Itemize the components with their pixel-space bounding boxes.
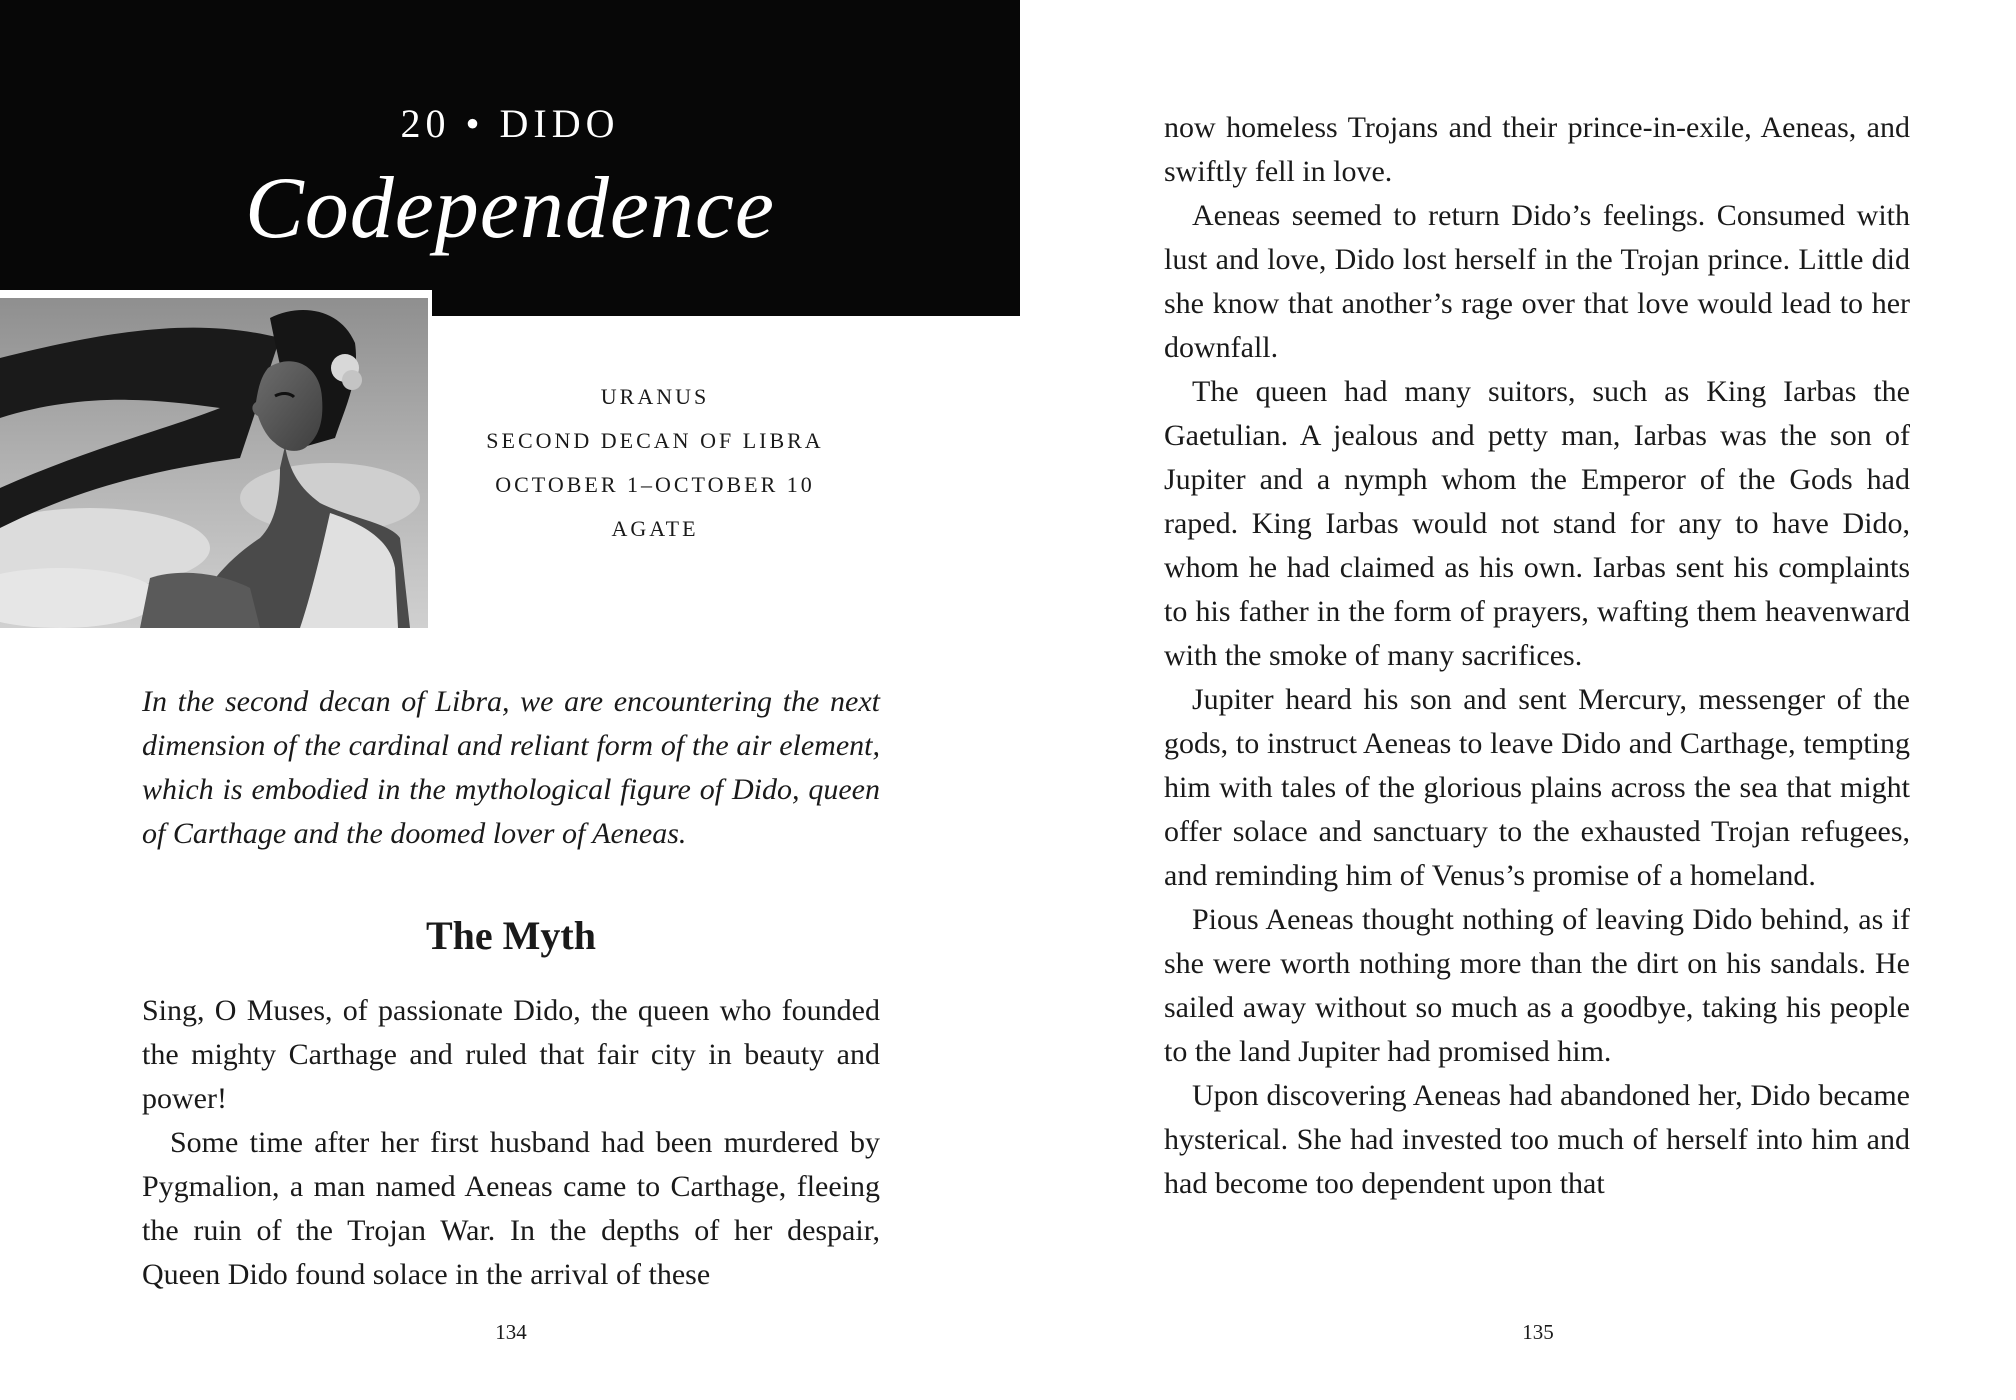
section-heading: The Myth [426, 913, 596, 958]
paragraph: Sing, O Muses, of passionate Dido, the queen who founded the mighty Carthage and ruled that fair city in beauty and power! [142, 994, 880, 1115]
page-number-left: 134 [495, 1320, 527, 1344]
correspondences-list [440, 375, 870, 551]
chapter-header-block [0, 0, 1020, 316]
intro-paragraph: In the second decan of Libra, we are encountering the next dimension of the cardinal and reliant form of the air element, which is embodied in the mythological figure of Dido, queen of Carthage and the doomed lover of Aeneas. [142, 685, 880, 850]
correspondence-dates: OCTOBER 1–OCTOBER 10 [495, 472, 815, 497]
paragraph: Aeneas seemed to return Dido’s feelings. Consumed with lust and love, Dido lost herself in the Trojan prince. Little did she know that another’s rage over that love would lead to her downfall. [1164, 199, 1910, 364]
paragraph: Pious Aeneas thought nothing of leaving Dido behind, as if she were worth nothing more than the dirt on his sandals. He sailed away without so much as a goodbye, taking his people to the land Jupiter had promised him. [1164, 903, 1910, 1068]
paragraph: Some time after her first husband had been murdered by Pygmalion, a man named Aeneas came to Carthage, fleeing the ruin of the Trojan War. In the depths of her despair, Queen Dido found solace in the arrival of these [142, 1126, 880, 1291]
dido-illustration [0, 290, 432, 620]
page-number-right: 135 [1522, 1320, 1554, 1344]
right-page [1008, 0, 2016, 1400]
left-body-text [142, 989, 880, 1297]
paragraph: Jupiter heard his son and sent Mercury, messenger of the gods, to instruct Aeneas to leave Dido and Carthage, tempting him with tales of the glorious plains across the sea that might offer solace and sanctuary to the exhausted Trojan refugees, and reminding him of Venus’s promise of a homeland. [1164, 683, 1910, 892]
paragraph: Upon discovering Aeneas had abandoned her, Dido became hysterical. She had invested too much of herself into him and had become too dependent upon that [1164, 1079, 1910, 1200]
right-body-text [1164, 106, 1910, 1206]
paragraph: The queen had many suitors, such as King Iarbas the Gaetulian. A jealous and petty man, Iarbas was the son of Jupiter and a nymph whom the Emperor of the Gods had raped. King Iarbas would not stand for any to have Dido, whom he had claimed as his own. Iarbas sent his complaints to his father in the form of prayers, wafting them heavenward with the smoke of many sacrifices. [1164, 375, 1910, 672]
correspondence-stone: AGATE [611, 516, 699, 541]
chapter-number: 20 • DIDO [400, 101, 620, 146]
correspondence-planet: URANUS [600, 384, 710, 409]
correspondence-decan: SECOND DECAN OF LIBRA [486, 428, 824, 453]
dido-portrait-image [0, 298, 428, 628]
chapter-title: Codependence [245, 160, 775, 257]
paragraph: now homeless Trojans and their prince-in-exile, Aeneas, and swiftly fell in love. [1164, 111, 1910, 188]
